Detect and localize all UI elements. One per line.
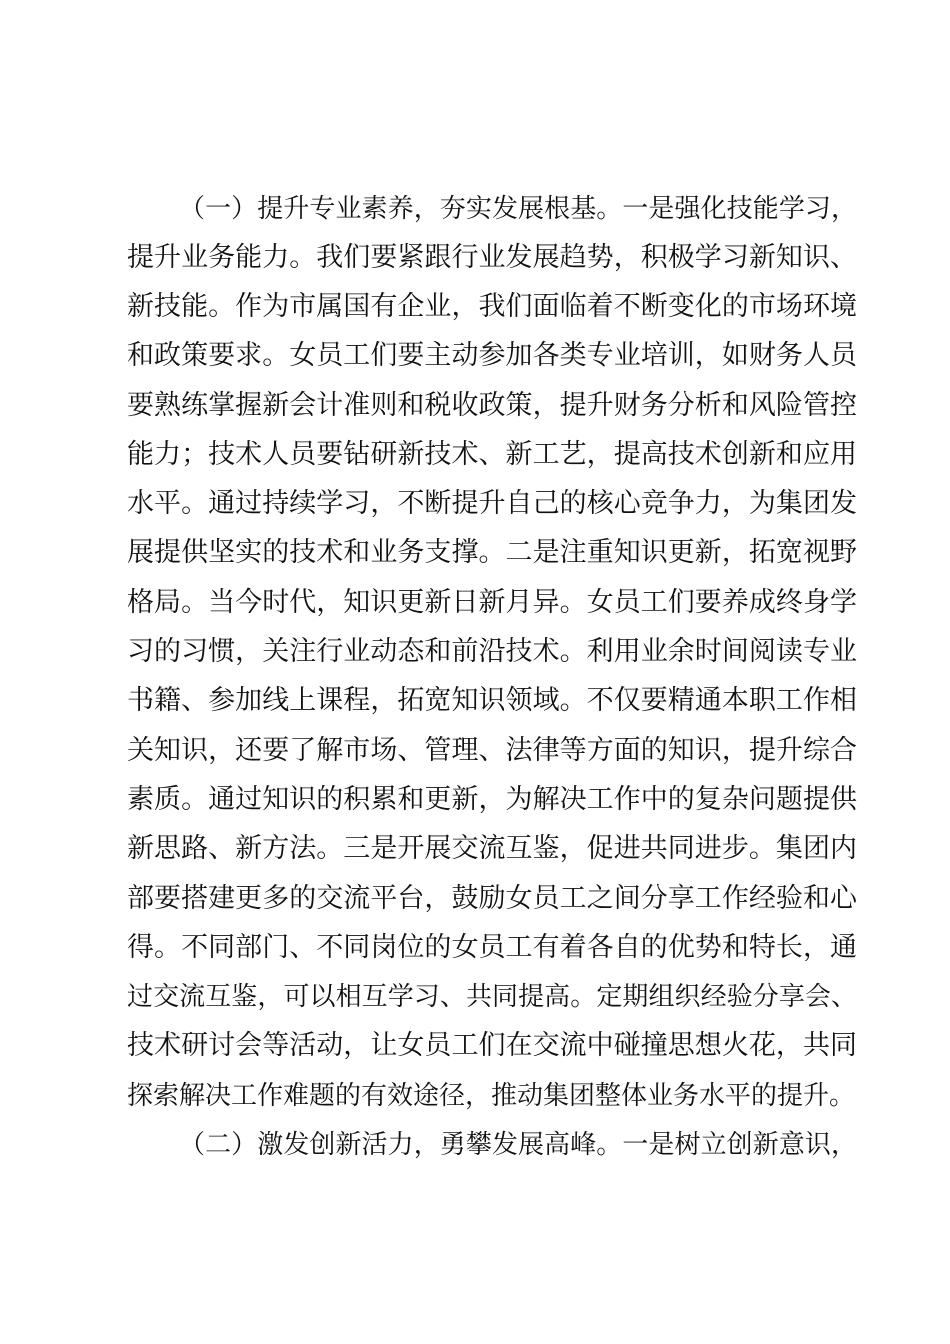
paragraph-1-line-1: （一）提升专业素养，夯实发展根基。一是强化技能学习，: [179, 194, 857, 224]
paragraph-1-line-11: 书籍、参加线上课程，拓宽知识领域。不仅要精通本职工作相: [127, 685, 857, 716]
paragraph-1-line-12: 关知识，还要了解市场、管理、法律等方面的知识，提升综合: [127, 735, 857, 766]
paragraph-1-line-4: 和政策要求。女员工们要主动参加各类专业培训，如财务人员: [127, 340, 857, 371]
paragraph-1-line-5: 要熟练掌握新会计准则和税收政策，提升财务分析和风险管控: [127, 390, 857, 421]
paragraph-1-line-6: 能力；技术人员要钻研新技术、新工艺，提高技术创新和应用: [127, 439, 857, 470]
paragraph-1-line-10: 习的习惯，关注行业动态和前沿技术。利用业余时间阅读专业: [127, 636, 857, 667]
paragraph-1-line-15: 部要搭建更多的交流平台，鼓励女员工之间分享工作经验和心: [127, 883, 857, 914]
paragraph-1-line-16: 得。不同部门、不同岗位的女员工有着各自的优势和特长，通: [127, 932, 857, 963]
paragraph-1-line-8: 展提供坚实的技术和业务支撑。二是注重知识更新，拓宽视野: [127, 537, 857, 568]
paragraph-1-line-7: 水平。通过持续学习，不断提升自己的核心竞争力，为集团发: [127, 488, 857, 519]
paragraph-2-line-1: （二）激发创新活力，勇攀发展高峰。一是树立创新意识，: [179, 1130, 857, 1160]
paragraph-1-line-14: 新思路、新方法。三是开展交流互鉴，促进共同进步。集团内: [127, 833, 857, 864]
paragraph-1-line-17: 过交流互鉴，可以相互学习、共同提高。定期组织经验分享会、: [127, 982, 857, 1012]
paragraph-1-line-19: 探索解决工作难题的有效途径，推动集团整体业务水平的提升。: [127, 1081, 856, 1111]
paragraph-1-line-13: 素质。通过知识的积累和更新，为解决工作中的复杂问题提供: [127, 784, 857, 815]
paragraph-1-line-3: 新技能。作为市属国有企业，我们面临着不断变化的市场环境: [127, 291, 857, 322]
paragraph-1-line-18: 技术研讨会等活动，让女员工们在交流中碰撞思想火花，共同: [127, 1030, 857, 1061]
paragraph-1-line-9: 格局。当今时代，知识更新日新月异。女员工们要养成终身学: [127, 587, 857, 618]
paragraph-1-line-2: 提升业务能力。我们要紧跟行业发展趋势，积极学习新知识、: [127, 242, 857, 273]
